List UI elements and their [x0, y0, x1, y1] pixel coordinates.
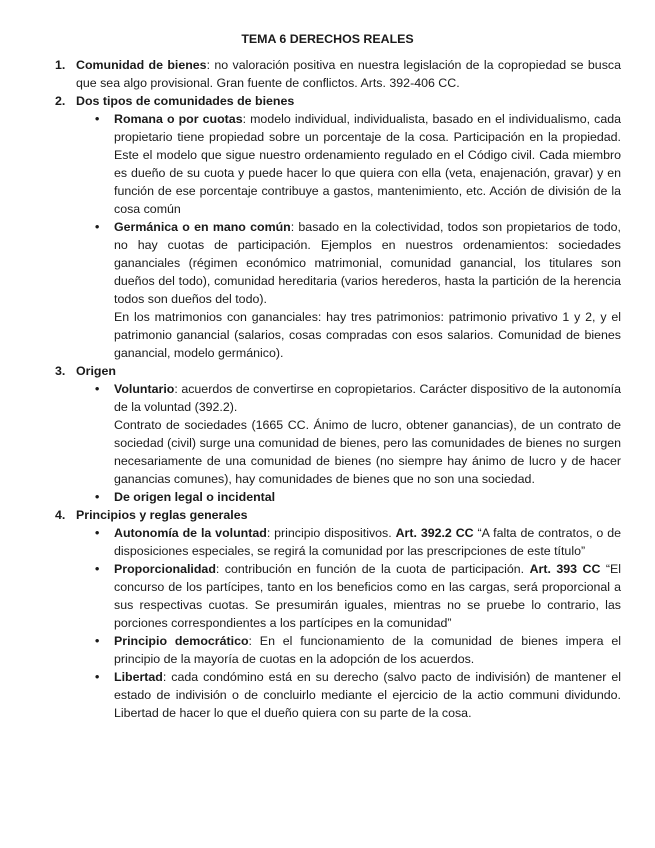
paragraph	[76, 92, 621, 110]
paragraph	[114, 218, 621, 308]
bullet-list	[95, 524, 622, 722]
bold-text: De origen legal o incidental	[114, 490, 276, 504]
bold-text: Voluntario	[114, 382, 175, 396]
bullet-list	[95, 380, 621, 506]
text-run: : En el funcionamiento de la comunidad de bienes impera el principio de la mayoría de cuotas en la adopción de los acuerdos.	[114, 634, 621, 666]
bold-text: Libertad	[114, 670, 163, 684]
paragraph	[114, 416, 621, 488]
text-run: Contrato de sociedades (1665 CC. Ánimo de lucro, obtener ganancias), de un contrato de sociedad (civil) surge una comunidad de bienes, pero las comunidades de bienes no surgen necesariamente de una comunidad de bienes (no siempre hay ánimo de lucro y de hacer ganancias comunes), hay comunidades de bienes que no son una sociedad.	[114, 418, 621, 486]
paragraph	[114, 488, 621, 506]
bullet-item	[95, 110, 621, 218]
section-3	[55, 362, 621, 506]
text-run: En los matrimonios con gananciales: hay tres patrimonios: patrimonio privativo 1 y 2, y el patrimonio ganancial (salarios, cosas compradas con esos salarios. Comunidad de bienes ganancial, modelo germánico).	[114, 310, 621, 360]
paragraph	[114, 110, 621, 218]
bold-text: Principios y reglas generales	[76, 508, 248, 522]
bold-text: Romana o por cuotas	[114, 112, 243, 126]
paragraph	[114, 560, 621, 632]
bold-text: Origen	[76, 364, 116, 378]
section-4	[55, 506, 622, 722]
document-title: TEMA 6 DERECHOS REALES	[241, 32, 414, 46]
section-number: 3.	[55, 364, 66, 378]
bullet-item	[95, 488, 621, 506]
bold-text: Art. 393 CC	[529, 562, 601, 576]
section-1	[55, 56, 621, 92]
bold-text: Proporcionalidad	[114, 562, 216, 576]
section-2	[55, 92, 621, 362]
text-run: “El concurso de los partícipes, tanto en los beneficios como en las cargas, será proporcional a sus respectivas cuotas. Se presumirán iguales, mientras no se pruebe lo contrario, las porciones correspondientes a los partícipes en la comunidad”	[114, 562, 622, 630]
bullet-icon: •	[95, 670, 100, 684]
paragraph	[114, 380, 621, 416]
section-number: 2.	[55, 94, 66, 108]
bullet-icon: •	[95, 382, 100, 396]
bold-text: Art. 392.2 CC	[395, 526, 474, 540]
bullet-icon: •	[95, 634, 100, 648]
section-number: 4.	[55, 508, 66, 522]
text-run: : no valoración positiva en nuestra legislación de la copropiedad se busca que sea algo provisional. Gran fuente de conflictos. Arts. 392-406 CC.	[76, 58, 621, 90]
paragraph	[114, 632, 621, 668]
paragraph	[114, 668, 621, 722]
text-run: : cada condómino está en su derecho (salvo pacto de indivisión) de mantener el estado de indivisión o de concluirlo mediante el ejercicio de la actio communi dividundo. Libertad de hacer lo que el dueño quiera con su parte de la cosa.	[114, 670, 621, 720]
text-run: : basado en la colectividad, todos son propietarios de todo, no hay cuotas de participación. Ejemplos en nuestros ordenamientos: sociedades gananciales (régimen económico matrimonial, comunidad ganancial, los titulares son dueños del todo), comunidad hereditaria (varios herederos, hasta la partición de la herencia todos son dueños del todo).	[114, 220, 621, 306]
bold-text: Germánica o en mano común	[114, 220, 291, 234]
bullet-icon: •	[95, 562, 100, 576]
bullet-item	[95, 524, 621, 560]
bullet-item	[95, 632, 621, 668]
bullet-item	[95, 560, 622, 632]
bullet-icon: •	[95, 220, 100, 234]
document-body	[55, 56, 622, 722]
bullet-icon: •	[95, 526, 100, 540]
text-run: : contribución en función de la cuota de participación.	[215, 562, 530, 576]
text-run: : acuerdos de convertirse en copropietarios. Carácter dispositivo de la autonomía de la voluntad (392.2).	[114, 382, 621, 414]
paragraph	[114, 524, 621, 560]
bullet-icon: •	[95, 112, 100, 126]
paragraph	[76, 56, 621, 92]
bold-text: Autonomía de la voluntad	[114, 526, 267, 540]
text-run: : principio dispositivos.	[266, 526, 396, 540]
bullet-icon: •	[95, 490, 100, 504]
section-number: 1.	[55, 58, 66, 72]
bullet-item	[95, 668, 621, 722]
bullet-item	[95, 218, 621, 362]
bullet-list	[95, 110, 621, 362]
paragraph	[76, 362, 621, 380]
bold-text: Comunidad de bienes	[76, 58, 207, 72]
text-run: “A falta de contratos, o de disposiciones especiales, se regirá la comunidad por las prescripciones de este título”	[114, 526, 621, 558]
paragraph	[76, 506, 621, 524]
bullet-item	[95, 380, 621, 488]
text-run: : modelo individual, individualista, basado en el individualismo, cada propietario tiene propiedad sobre un porcentaje de la cosa. Participación en la propiedad. Este el modelo que sigue nuestro ordenamiento regulado en el Código civil. Cada miembro es dueño de su cuota y puede hacer lo que quiera con ella (veta, enajenación, gravar) y en función de ese porcentaje contribuye a gastos, mantenimiento, etc. Acción de división de la cosa común	[114, 112, 621, 216]
bold-text: Principio democrático	[114, 634, 249, 648]
paragraph	[114, 308, 621, 362]
bold-text: Dos tipos de comunidades de bienes	[76, 94, 295, 108]
